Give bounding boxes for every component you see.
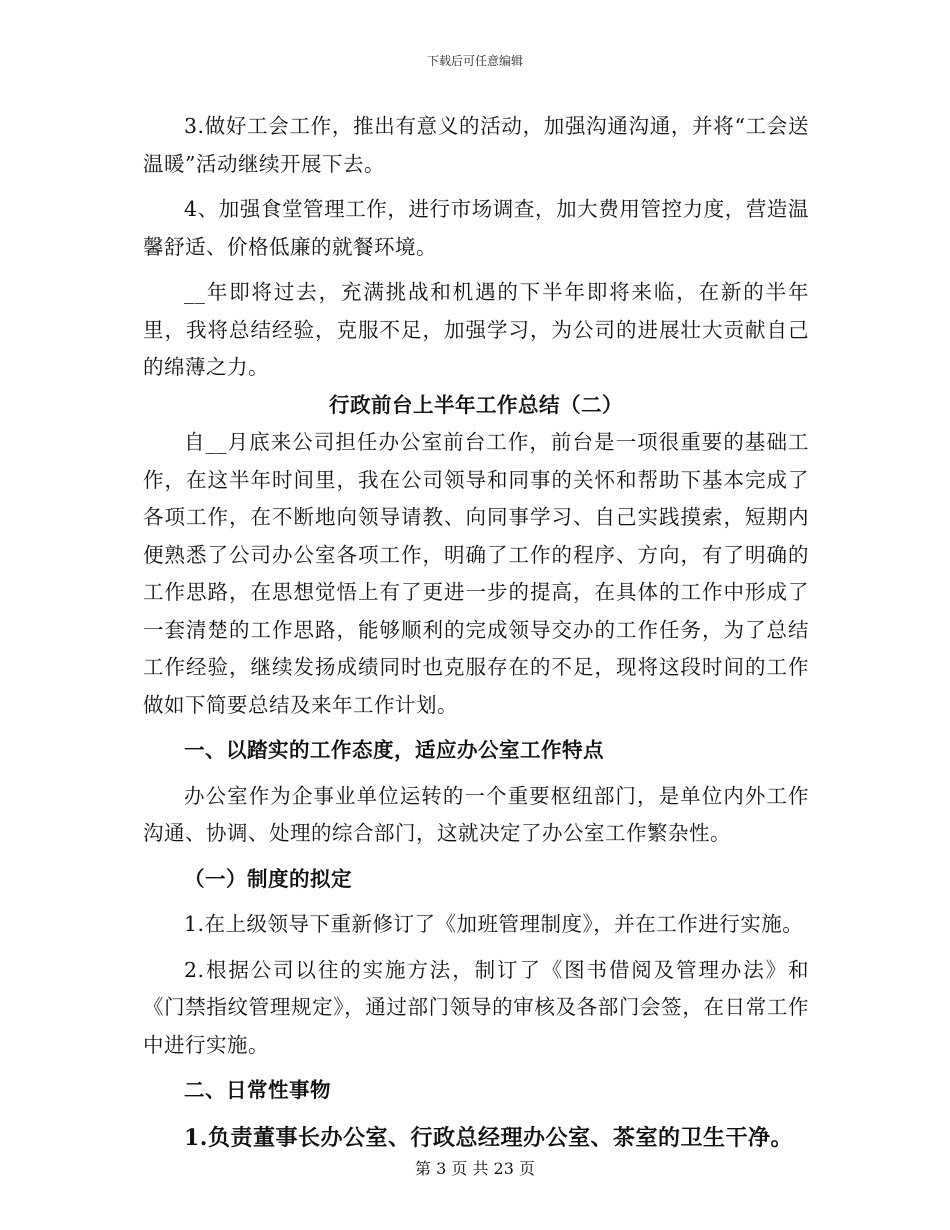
spacer [143, 853, 809, 861]
document-body [143, 108, 809, 1158]
spacer [143, 770, 809, 778]
spacer [143, 266, 809, 274]
paragraph-item-3: 3.做好工会工作，推出有意义的活动，加强沟通沟通，并将“工会送温暖”活动继续开展下去。 [143, 114, 809, 176]
heading-two: 二、日常性事物 [184, 1078, 331, 1102]
page-header: 下载后可任意编辑 [426, 54, 523, 68]
spacer [143, 1110, 809, 1118]
spacer [143, 944, 809, 952]
section-title: 行政前台上半年工作总结（二） [329, 392, 623, 417]
page-footer: 第 3 页 共 23 页 [415, 1159, 535, 1178]
spacer [143, 724, 809, 732]
paragraph-intro: 自__月底来公司担任办公室前台工作，前台是一项很重要的基础工作，在这半年时间里，我在公司领导和同事的关怀和帮助下基本完成了各项工作，在不断地向领导请教、向同事学习、自己实践摸索，短期内便熟悉了公司办公室各项工作，明确了工作的程序、方向，有了明确的工作思路，在思想觉悟上有了更进一步的提高，在具体的工作中形成了一套清楚的工作思路，能够顺利的完成领导交办的工作任务，为了总结工作经验，继续发扬成绩同时也克服存在的不足，现将这段时间的工作做如下简要总结及来年工作计划。 [143, 430, 809, 717]
spacer [143, 1064, 809, 1072]
paragraph-rule-1: 1.在上级领导下重新修订了《加班管理制度》，并在工作进行实施。 [184, 912, 804, 936]
spacer [143, 898, 809, 906]
paragraph-rule-2: 2.根据公司以往的实施方法，制订了《图书借阅及管理办法》和《门禁指纹管理规定》，通过部门领导的审核及各部门会签，在日常工作中进行实施。 [143, 957, 809, 1057]
paragraph-item-4: 4、加强食堂管理工作，进行市场调查，加大费用管控力度，营造温馨舒适、价格低廉的就餐环境。 [143, 197, 809, 259]
paragraph-office: 办公室作为企事业单位运转的一个重要枢纽部门，是单位内外工作沟通、协调、处理的综合部门，这就决定了办公室工作繁杂性。 [143, 783, 809, 845]
spacer [143, 183, 809, 191]
heading-one: 一、以踏实的工作态度，适应办公室工作特点 [184, 738, 604, 762]
heading-task-1: 1.负责董事长办公室、行政总经理办公室、茶室的卫生干净。 [184, 1124, 793, 1151]
paragraph-closing: __年即将过去，充满挑战和机遇的下半年即将来临，在新的半年里，我将总结经验，克服不足，加强学习，为公司的进展壮大贡献自己的绵薄之力。 [143, 280, 809, 379]
heading-subsection: （一）制度的拟定 [184, 866, 352, 891]
